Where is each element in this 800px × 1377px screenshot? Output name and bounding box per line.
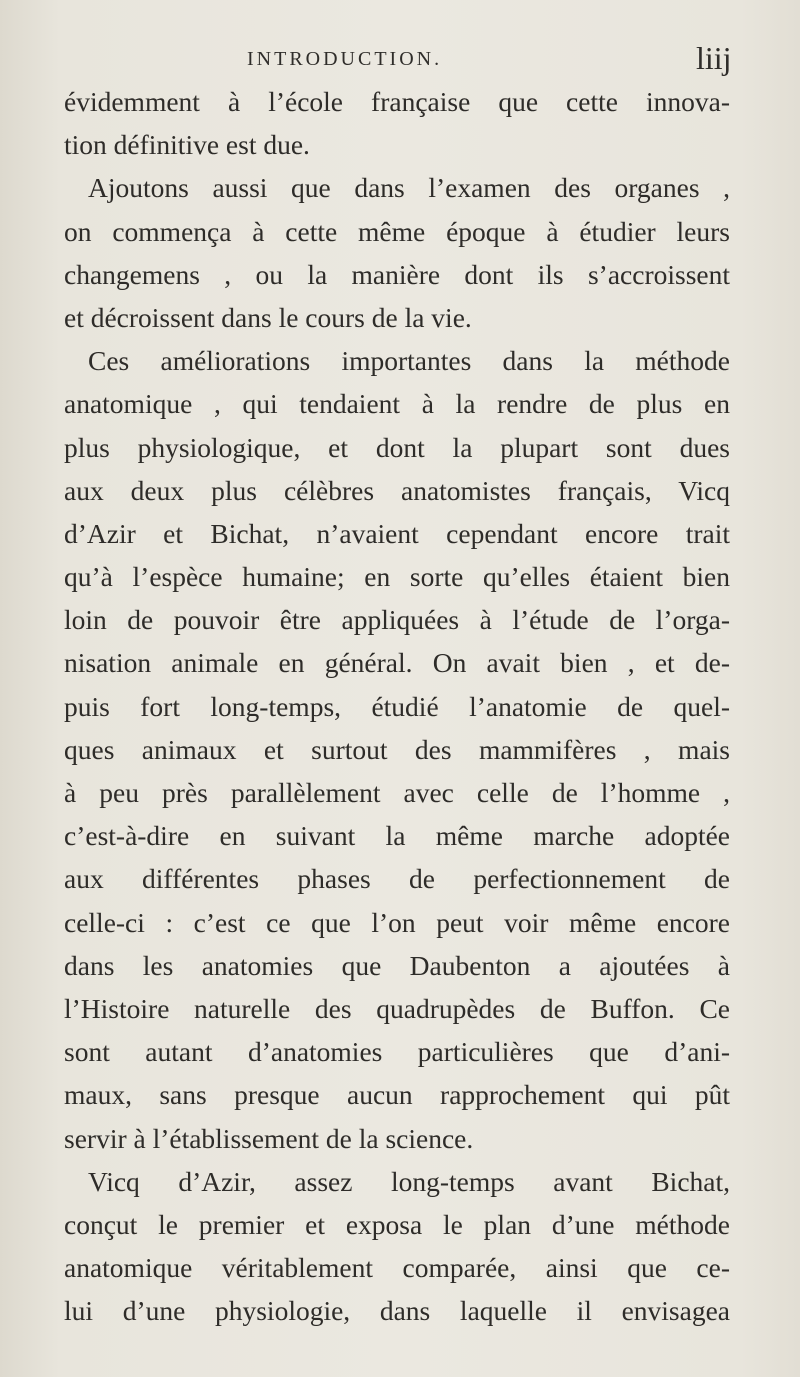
text-line: et décroissent dans le cours de la vie. (64, 301, 472, 333)
text-line: évidemment à l’école française que cette innova- (64, 86, 730, 117)
text-line: maux, sans presque aucun rapprochement qui pût (64, 1079, 730, 1111)
text-line: lui d’une physiologie, dans laquelle il envisagea (64, 1295, 730, 1327)
body-text (64, 80, 730, 1332)
text-line: on commença à cette même époque à étudier leurs (64, 215, 730, 247)
text-line: d’Azir et Bichat, n’avaient cependant encore trait (64, 517, 730, 549)
page-number: liij (696, 40, 732, 76)
text-line: changemens , ou la manière dont ils s’accroissent (64, 258, 730, 290)
text-line: aux différentes phases de perfectionnement de (64, 863, 730, 895)
text-line: qu’à l’espèce humaine; en sorte qu’elles étaient bien (64, 561, 730, 593)
text-line: loin de pouvoir être appliquées à l’étude de l’orga- (64, 604, 730, 636)
text-line: anatomique véritablement comparée, ainsi que ce- (64, 1252, 730, 1284)
text-line: tion définitive est due. (64, 129, 310, 161)
text-line: puis fort long-temps, étudié l’anatomie de quel- (64, 690, 730, 722)
text-line: l’Histoire naturelle des quadrupèdes de Buffon. Ce (64, 992, 730, 1024)
running-title: INTRODUCTION. (247, 48, 443, 70)
text-line: dans les anatomies que Daubenton a ajoutées à (64, 949, 730, 981)
text-line: Vicq d’Azir, assez long-temps avant Bichat, (88, 1165, 730, 1197)
text-line: nisation animale en général. On avait bien , et de- (64, 647, 730, 679)
text-line: ques animaux et surtout des mammifères , mais (64, 733, 730, 765)
text-line: à peu près parallèlement avec celle de l’homme , (64, 777, 730, 808)
text-line: plus physiologique, et dont la plupart sont dues (64, 431, 730, 463)
text-line: sont autant d’anatomies particulières que d’ani- (64, 1036, 730, 1068)
text-line: servir à l’établissement de la science. (64, 1122, 474, 1154)
text-line: celle-ci : c’est ce que l’on peut voir même encore (64, 906, 730, 938)
text-line: conçut le premier et exposa le plan d’une méthode (64, 1208, 730, 1240)
text-line: anatomique , qui tendaient à la rendre de plus en (64, 388, 730, 420)
text-line: c’est-à-dire en suivant la même marche adoptée (64, 820, 730, 852)
text-line: Ces améliorations importantes dans la méthode (88, 345, 730, 377)
text-line: Ajoutons aussi que dans l’examen des organes , (88, 172, 730, 204)
running-head (0, 36, 800, 76)
text-line: aux deux plus célèbres anatomistes français, Vicq (64, 474, 730, 506)
